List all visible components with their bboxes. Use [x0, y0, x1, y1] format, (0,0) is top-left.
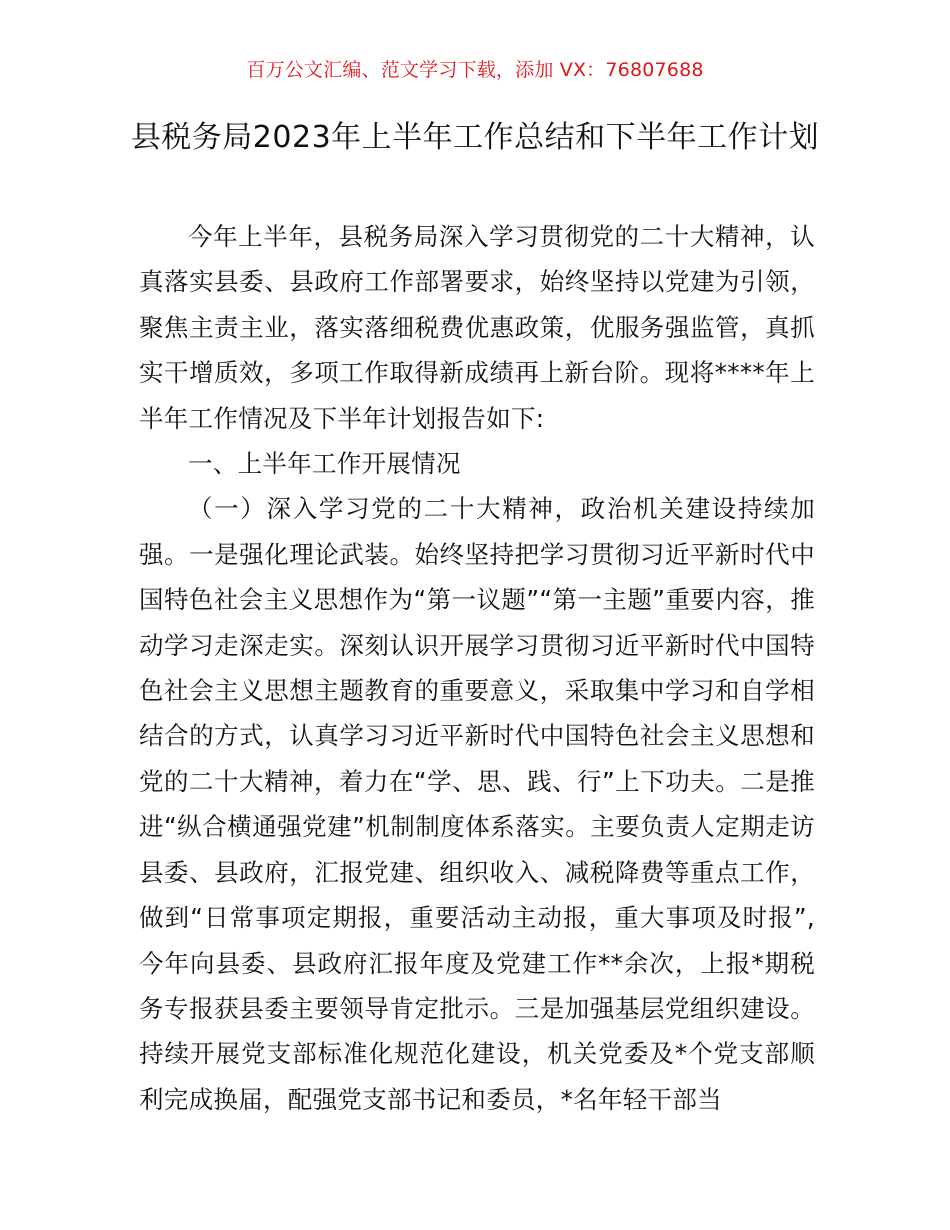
intro-paragraph: 今年上半年，县税务局深入学习贯彻党的二十大精神，认真落实县委、县政府工作部署要求，始终坚持以党建为引领，聚焦主责主业，落实落细税费优惠政策，优服务强监管，真抓实干增质效，多项工作取得新成绩再上新台阶。现将****年上半年工作情况及下半年计划报告如下:: [139, 222, 815, 433]
header-banner: 百万公文汇编、范文学习下载，添加 VX：76807688: [246, 59, 704, 81]
section-heading: 一、上半年工作开展情况: [188, 449, 461, 479]
page-title: 县税务局2023年上半年工作总结和下半年工作计划: [130, 120, 820, 155]
document-body: [139, 214, 815, 1122]
body-paragraph: （一）深入学习党的二十大精神，政治机关建设持续加强。一是强化理论武装。始终坚持把学习贯彻习近平新时代中国特色社会主义思想作为“第一议题”“第一主题”重要内容，推动学习走深走实。深刻认识开展学习贯彻习近平新时代中国特色社会主义思想主题教育的重要意义，采取集中学习和自学相结合的方式，认真学习习近平新时代中国特色社会主义思想和党的二十大精神，着力在“学、思、践、行”上下功夫。二是推进“纵合横通强党建”机制制度体系落实。主要负责人定期走访县委、县政府，汇报党建、组织收入、减税降费等重点工作，做到“日常事项定期报，重要活动主动报，重大事项及时报”,今年向县委、县政府汇报年度及党建工作**余次，上报*期税务专报获县委主要领导肯定批示。三是加强基层党组织建设。持续开展党支部标准化规范化建设，机关党委及*个党支部顺利完成换届，配强党支部书记和委员，*名年轻干部当: [139, 494, 815, 1114]
